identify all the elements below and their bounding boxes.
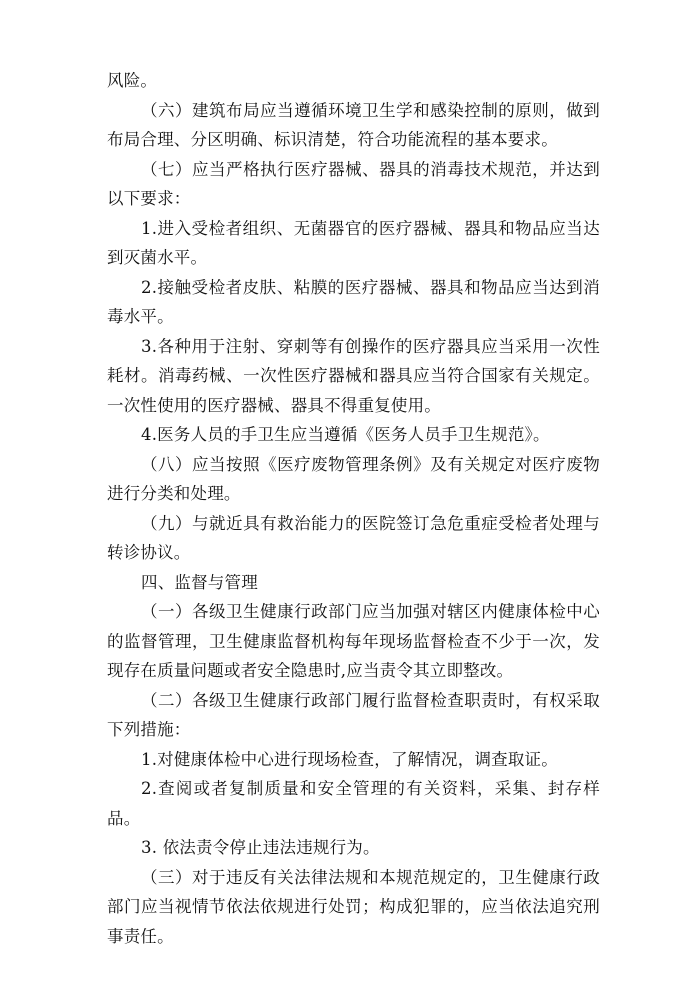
paragraph-item-9: （九）与就近具有救治能力的医院签订急危重症受检者处理与转诊协议。 [107, 513, 600, 562]
paragraph-measure-1: 1.对健康体检中心进行现场检查，了解情况，调查取证。 [141, 749, 558, 769]
paragraph-item-7: （七）应当严格执行医疗器械、器具的消毒技术规范，并达到以下要求： [107, 159, 600, 208]
paragraph-subitem-1: 1.进入受检者组织、无菌器官的医疗器械、器具和物品应当达到灭菌水平。 [107, 218, 600, 267]
paragraph-item-6: （六）建筑布局应当遵循环境卫生学和感染控制的原则，做到布局合理、分区明确、标识清楚，符合功能流程的基本要求。 [107, 100, 600, 149]
paragraph-continuation: 风险。 [107, 71, 158, 90]
paragraph-supervision-2: （二）各级卫生健康行政部门履行监督检查职责时，有权采取下列措施： [107, 690, 600, 739]
paragraph-supervision-1: （一）各级卫生健康行政部门应当加强对辖区内健康体检中心的监督管理，卫生健康监督机构每年现场监督检查不少于一次，发现存在质量问题或者安全隐患时,应当责令其立即整改。 [107, 602, 600, 680]
paragraph-item-8: （八）应当按照《医疗废物管理条例》及有关规定对医疗废物进行分类和处理。 [107, 454, 600, 503]
paragraph-subitem-4: 4.医务人员的手卫生应当遵循《医务人员手卫生规范》。 [141, 425, 550, 444]
paragraph-subitem-3: 3.各种用于注射、穿刺等有创操作的医疗器具应当采用一次性耗材。消毒药械、一次性医疗器械和器具应当符合国家有关规定。一次性使用的医疗器械、器具不得重复使用。 [107, 336, 600, 415]
paragraph-supervision-3: （三）对于违反有关法律法规和本规范规定的，卫生健康行政部门应当视情节依法依规进行处罚；构成犯罪的，应当依法追究刑事责任。 [107, 867, 600, 946]
paragraph-measure-3: 3. 依法责令停止违法违规行为。 [141, 838, 380, 857]
paragraph-measure-2: 2.查阅或者复制质量和安全管理的有关资料，采集、封存样品。 [107, 779, 600, 828]
paragraph-subitem-2: 2.接触受检者皮肤、粘膜的医疗器械、器具和物品应当达到消毒水平。 [107, 277, 600, 326]
section-heading: 四、监督与管理 [141, 572, 258, 592]
